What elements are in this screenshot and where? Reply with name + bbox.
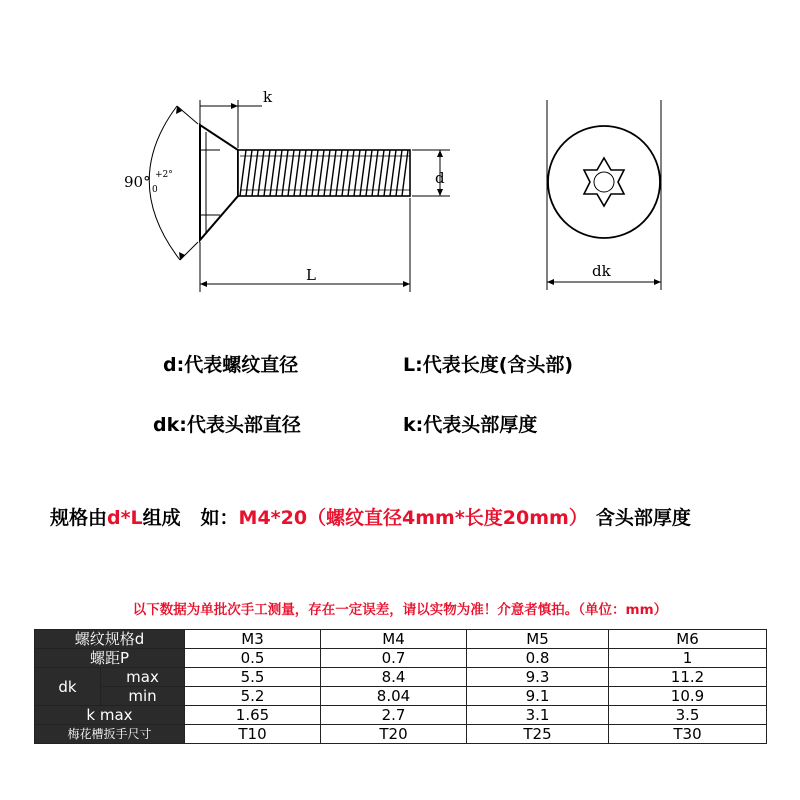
spec-prefix: 规格由 [50,507,108,529]
label-dk: dk [592,262,611,280]
table-cell: M5 [467,630,609,649]
table-cell: 0.8 [467,649,609,668]
row-sublabel-max: max [101,668,185,687]
table-cell: 11.2 [609,668,767,687]
measurement-note: 以下数据为单批次手工测量，存在一定误差，请以实物为准！介意者慎拍。（单位：mm） [132,602,668,618]
table-cell: T25 [467,725,609,744]
spec-suffix: 含头部厚度 [595,507,691,529]
table-cell: 8.04 [321,687,467,706]
table-cell: 5.5 [185,668,321,687]
table-row-torx [35,725,767,744]
screw-drawing [0,0,800,310]
table-cell: M6 [609,630,767,649]
row-label-dk: dk [35,668,101,706]
table-cell: T30 [609,725,767,744]
table-row-pitch [35,649,767,668]
angle-tol-upper: +2° [155,170,173,180]
label-d: d [435,169,445,187]
table-cell: M3 [185,630,321,649]
table-cell: 9.3 [467,668,609,687]
table-cell: 3.5 [609,706,767,725]
row-label-pitch: 螺距P [35,649,185,668]
table-cell: 2.7 [321,706,467,725]
table-cell: 0.5 [185,649,321,668]
table-row-k-max [35,706,767,725]
spec-table [34,629,767,744]
table-cell: 5.2 [185,687,321,706]
torx-recess-icon [584,158,624,206]
legend-k: k:代表头部厚度 [403,414,538,436]
head-circle [548,126,660,238]
label-L: L [306,266,316,284]
legend-dk: dk:代表头部直径 [153,414,301,436]
table-cell: 10.9 [609,687,767,706]
row-label-k-max: k max [35,706,185,725]
spec-formula: d*L [107,507,143,529]
row-sublabel-min: min [101,687,185,706]
angle-tol-lower: 0 [152,185,158,195]
row-label-torx: 梅花槽扳手尺寸 [35,725,185,744]
table-cell: 0.7 [321,649,467,668]
spec-example: M4*20（螺纹直径4mm*长度20mm） [238,507,588,529]
angle-arc [149,106,180,260]
spec-middle: 组成 如： [142,507,239,529]
legend-d: d:代表螺纹直径 [163,354,299,376]
screw-side-view [149,100,450,292]
table-cell: 1 [609,649,767,668]
legend-L: L:代表长度(含头部) [403,354,574,376]
table-row-dk-max [35,668,767,687]
table-cell: T10 [185,725,321,744]
spec-description [50,503,691,530]
table-cell: 3.1 [467,706,609,725]
table-cell: 9.1 [467,687,609,706]
angle-label: 90° [124,173,151,191]
table-cell: M4 [321,630,467,649]
table-row-thread-spec [35,630,767,649]
table-cell: 1.65 [185,706,321,725]
table-row-dk-min [35,687,767,706]
table-cell: 8.4 [321,668,467,687]
table-cell: T20 [321,725,467,744]
row-label-thread-spec: 螺纹规格d [35,630,185,649]
dimension-L [200,198,410,292]
label-k: k [263,88,273,106]
